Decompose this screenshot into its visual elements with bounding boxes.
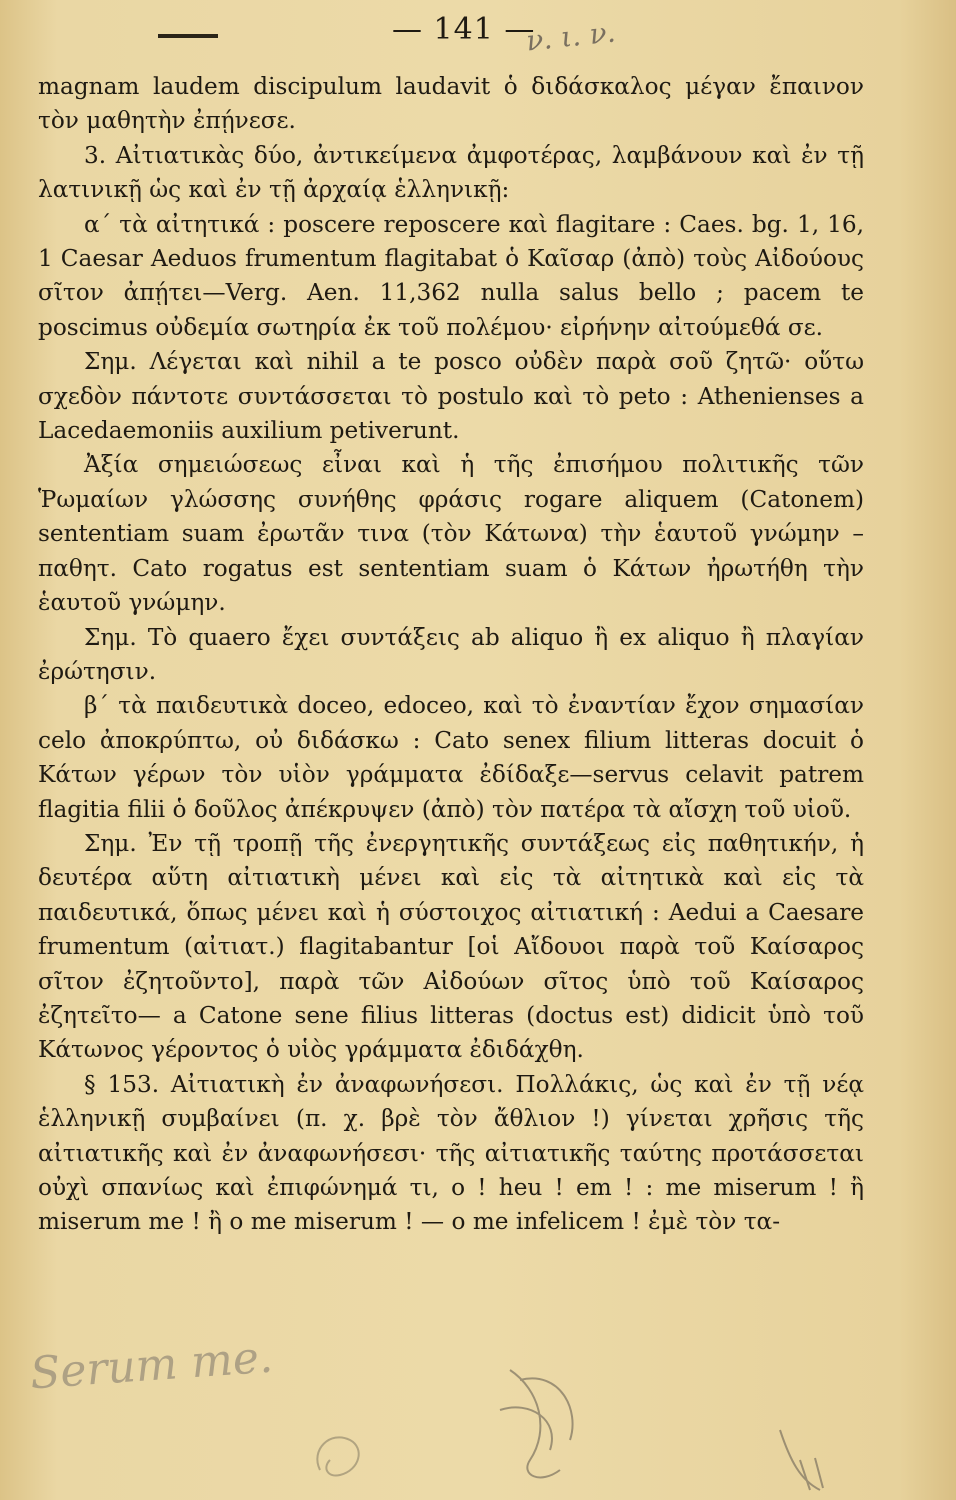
paragraph-7: β΄ τὰ παιδευτικὰ doceo, edoceo, καὶ τὸ ἐναντίαν ἔχον σημασίαν celo ἀποκρύπτω, οὐ διδάσκω : Cato senex filium litteras docuit ὁ Κάτων γέρων τὸν υἱὸν γράμματα ἐδίδαξε—servus celavit patrem flagitia filii ὁ δοῦλος ἀπέκρυψεν (ἀπὸ) τὸν πατέρα τὰ αἴσχη τοῦ υἱοῦ. (38, 692, 864, 823)
paragraph-2: 3. Αἰτιατικὰς δύο, ἀντικείμενα ἀμφοτέρας, λαμβάνουν καὶ ἐν τῇ λατινικῇ ὡς καὶ ἐν τῇ ἀρχαίᾳ ἑλληνικῇ: (38, 141, 864, 204)
handwritten-annotation-bottom: Serum me. (28, 1331, 275, 1400)
paragraph-5: Ἀξία σημειώσεως εἶναι καὶ ἡ τῆς ἐπισήμου πολιτικῆς τῶν Ῥωμαίων γλώσσης συνήθης φράσις rogare aliquem (Catonem) sententiam suam ἐρωτᾶν τινα (τὸν Κάτωνα) τὴν ἑαυτοῦ γνώμην – παθητ. Cato rogatus est sententiam suam ὁ Κάτων ἠρωτήθη τὴν ἑαυτοῦ γνώμην. (38, 451, 864, 617)
paragraph-6: Σημ. Τὸ quaero ἔχει συντάξεις ab aliquo ἢ ex aliquo ἢ πλαγίαν ἐρώτησιν. (38, 623, 864, 685)
handwritten-annotation-top: ν. ι. ν. (524, 15, 618, 58)
paragraph-4: Σημ. Λέγεται καὶ nihil a te posco οὐδὲν παρὰ σοῦ ζητῶ· οὕτω σχεδὸν πάντοτε συντάσσεται τὸ postulo καὶ τὸ peto : Athenienses a Lacedaemoniis auxilium petiverunt. (38, 348, 864, 445)
page-number: — 141 — (392, 12, 536, 47)
pencil-doodle-lower (470, 1350, 890, 1500)
paragraph-8: Σημ. Ἐν τῇ τροπῇ τῆς ἐνεργητικῆς συντάξεως εἰς παθητικήν, ἡ δευτέρα αὕτη αἰτιατικὴ μένει καὶ εἰς τὰ αἰτητικὰ καὶ εἰς τὰ παιδευτικά, ὅπως μένει καὶ ἡ σύστοιχος αἰτιατική : Aedui a Caesare frumentum (αἰτιατ.) flagitabantur [οἱ Αἴδουοι παρὰ τοῦ Καίσαρος σῖτον ἐζητοῦντο], παρὰ τῶν Αἰδούων σῖτος ὑπὸ τοῦ Καίσαρος ἐζητεῖτο— a Catone sene filius litteras (doctus est) didicit ὑπὸ τοῦ Κάτωνος γέροντος ὁ υἱὸς γράμματα ἐδιδάχθη. (38, 829, 864, 1064)
body-text (38, 70, 864, 1240)
paragraph-3: α΄ τὰ αἰτητικά : poscere reposcere καὶ flagitare : Caes. bg. 1, 16, 1 Caesar Aeduos frumentum flagitabat ὁ Καῖσαρ (ἀπὸ) τοὺς Αἰδούους σῖτον ἀπῄτει—Verg. Aen. 11,362 nulla salus bello ; pacem te poscimus οὐδεμία σωτηρία ἐκ τοῦ πολέμου· εἰρήνην αἰτούμεθά σε. (38, 210, 864, 341)
paragraph-9: § 153. Αἰτιατικὴ ἐν ἀναφωνήσεσι. Πολλάκις, ὡς καὶ ἐν τῇ νέᾳ ἑλληνικῇ συμβαίνει (π. χ. βρὲ τὸν ἄθλιον !) γίνεται χρῆσις τῆς αἰτιατικῆς καὶ ἐν ἀναφωνήσεσι· τῆς αἰτιατικῆς ταύτης προτάσσεται οὐχὶ σπανίως καὶ ἐπιφώνημά τι, ο ! heu ! em ! : me miserum ! ἢ miserum me ! ἢ o me miserum ! — o me infelicem ! ἐμὲ τὸν τα- (38, 1070, 864, 1236)
paragraph-1: magnam laudem discipulum laudavit ὁ διδάσκαλος μέγαν ἔπαινον τὸν μαθητὴν ἐπῄνεσε. (38, 73, 864, 135)
page-header (0, 6, 956, 62)
pencil-doodle-left (300, 1420, 380, 1490)
header-rule (158, 34, 218, 38)
